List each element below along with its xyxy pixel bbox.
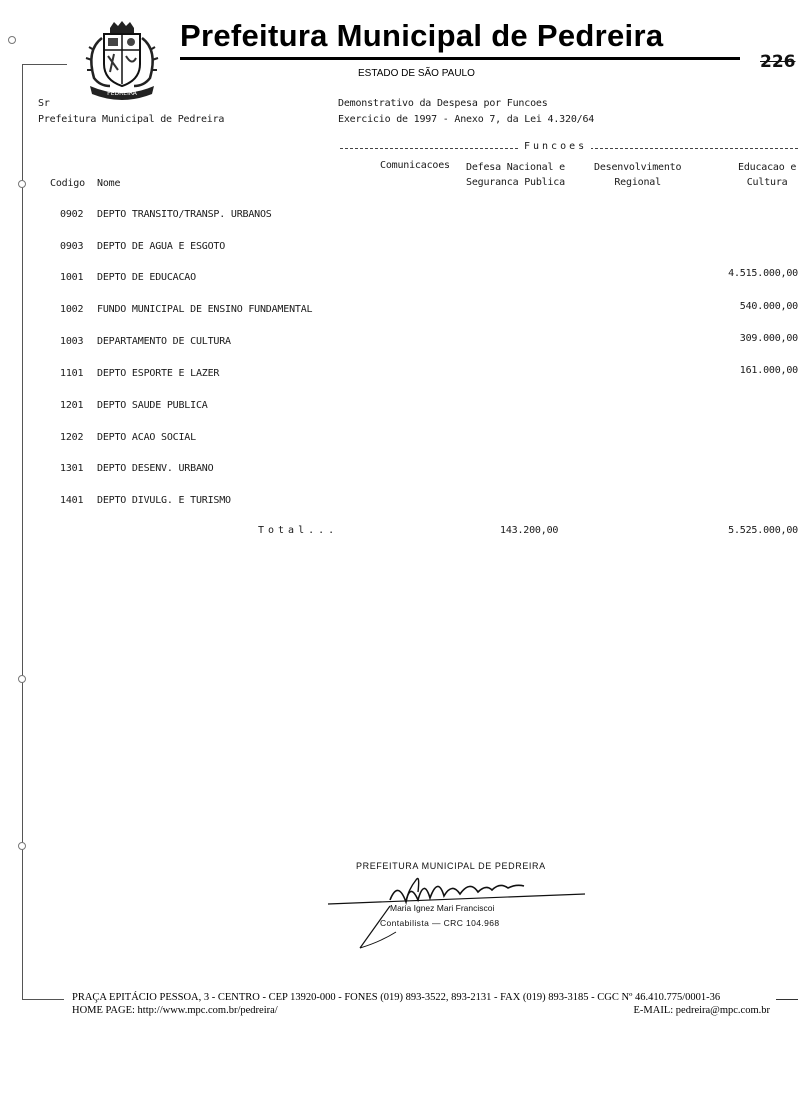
row-name: DEPTO DE AGUA E ESGOTO	[97, 241, 226, 252]
footer-address: PRAÇA EPITÁCIO PESSOA, 3 - CENTRO - CEP 13920-000 - FONES (019) 893-3522, 893-2131 - FAX (019) 893-3185 - CGC Nº 46.410.775/0001-36	[72, 992, 721, 1003]
row-code: 1002	[60, 304, 84, 315]
municipal-crest-icon	[80, 20, 164, 102]
footer-homepage: HOME PAGE: http://www.mpc.com.br/pedreira/	[72, 1005, 278, 1016]
row-name: DEPTO ESPORTE E LAZER	[97, 368, 220, 379]
page-number: 226	[760, 52, 796, 72]
column-header-comunicacoes: Comunicacoes	[380, 160, 450, 171]
report-title: Demonstrativo da Despesa por Funcoes	[338, 98, 548, 109]
signatory-name: Maria Ignez Mari Franciscoi	[390, 903, 495, 913]
column-header-codigo: Codigo	[50, 178, 85, 189]
column-header-desenv-line2: Regional	[614, 177, 661, 188]
row-educacao-value: 309.000,00	[739, 333, 798, 344]
total-educacao-value: 5.525.000,00	[728, 525, 798, 536]
row-code: 0902	[60, 209, 84, 220]
footer-rule	[776, 999, 798, 1000]
total-label: Total...	[258, 525, 339, 536]
left-margin-top-stroke	[22, 64, 67, 65]
column-header-nome: Nome	[97, 178, 121, 189]
title-underline	[180, 57, 740, 60]
row-code: 1003	[60, 336, 84, 347]
punch-hole-mark	[18, 180, 26, 188]
row-code: 1202	[60, 432, 84, 443]
left-margin-line	[22, 65, 23, 1000]
row-name: DEPTO DIVULG. E TURISMO	[97, 495, 231, 506]
column-header-defesa-line1: Defesa Nacional e	[466, 162, 565, 173]
footer-email: E-MAIL: pedreira@mpc.com.br	[633, 1005, 770, 1016]
column-header-defesa-line2: Seguranca Publica	[466, 177, 565, 188]
row-name: DEPTO DE EDUCACAO	[97, 272, 196, 283]
column-header-educ-line1: Educacao e	[738, 162, 797, 173]
punch-hole-mark	[8, 36, 16, 44]
letterhead-state: ESTADO DE SÃO PAULO	[358, 68, 475, 79]
row-educacao-value: 161.000,00	[739, 365, 798, 376]
row-name: FUNDO MUNICIPAL DE ENSINO FUNDAMENTAL	[97, 304, 313, 315]
column-header-desenv-line1: Desenvolvimento	[594, 162, 682, 173]
row-educacao-value: 540.000,00	[739, 301, 798, 312]
funcoes-label: Funcoes	[520, 141, 591, 152]
row-name: DEPTO TRANSITO/TRANSP. URBANOS	[97, 209, 272, 220]
signature-organization: PREFEITURA MUNICIPAL DE PEDREIRA	[356, 861, 546, 871]
row-name: DEPTO ACAO SOCIAL	[97, 432, 196, 443]
column-header-defesa	[466, 160, 565, 190]
punch-hole-mark	[18, 675, 26, 683]
header-prefeitura: Prefeitura Municipal de Pedreira	[38, 114, 225, 125]
row-name: DEPTO SAUDE PUBLICA	[97, 400, 208, 411]
row-code: 1101	[60, 368, 84, 379]
row-code: 1401	[60, 495, 84, 506]
column-header-educacao	[738, 160, 796, 190]
letterhead-title: Prefeitura Municipal de Pedreira	[180, 18, 664, 53]
row-code: 1201	[60, 400, 84, 411]
row-name: DEPARTAMENTO DE CULTURA	[97, 336, 231, 347]
row-educacao-value: 4.515.000,00	[728, 268, 798, 279]
crest-motto: PEDREIRA	[107, 90, 137, 97]
header-sr: Sr	[38, 98, 50, 109]
total-defesa-value: 143.200,00	[500, 525, 559, 536]
report-exercicio: Exercicio de 1997 - Anexo 7, da Lei 4.320/64	[338, 114, 595, 125]
row-code: 0903	[60, 241, 84, 252]
row-code: 1001	[60, 272, 84, 283]
left-margin-bottom-stroke	[22, 999, 64, 1000]
punch-hole-mark	[18, 842, 26, 850]
row-name: DEPTO DESENV. URBANO	[97, 463, 214, 474]
column-header-educ-line2: Cultura	[746, 177, 788, 188]
signatory-role: Contabilista — CRC 104.968	[380, 918, 500, 928]
column-header-desenvolvimento	[594, 160, 681, 190]
row-code: 1301	[60, 463, 84, 474]
